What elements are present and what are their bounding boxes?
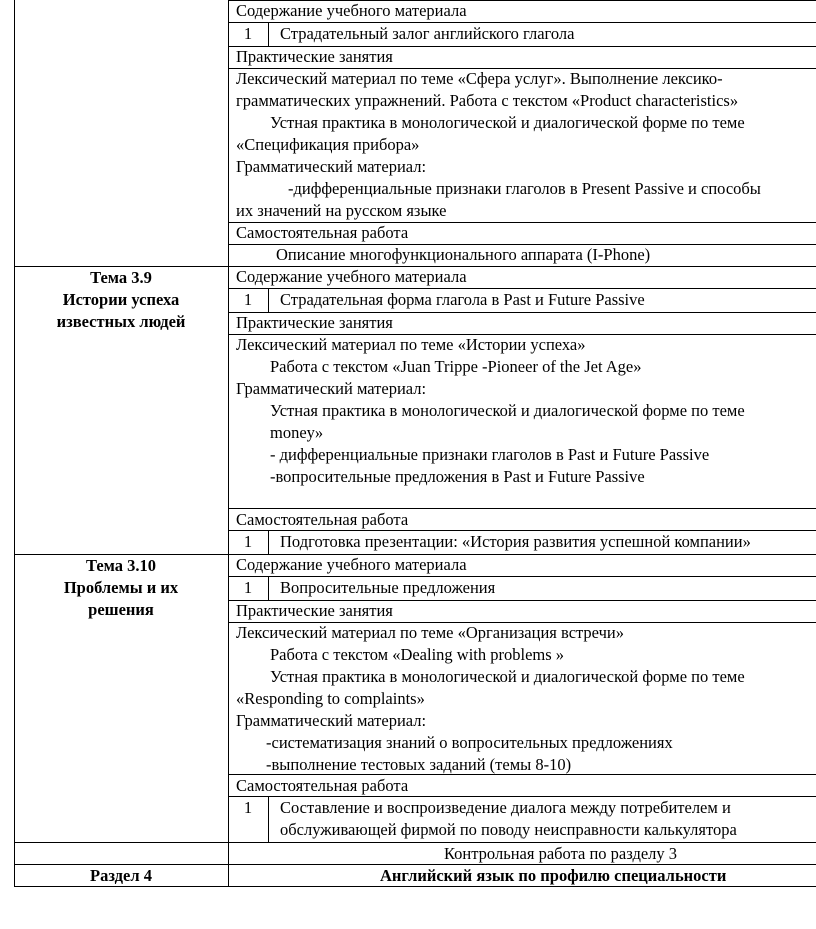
item-text: Составление и воспроизведение диалога между потребителем и: [280, 798, 731, 817]
practice-line: грамматических упражнений. Работа с текстом «Product characteristics»: [236, 91, 739, 110]
practice-line: их значений на русском языке: [236, 201, 447, 220]
num-column-divider: [268, 796, 269, 842]
item-text: Страдательный залог английского глагола: [280, 24, 575, 43]
num-column-divider: [268, 530, 269, 554]
topic-number: Тема 3.10: [85, 556, 157, 575]
item-number: 1: [243, 532, 253, 551]
self-work-line: Описание многофункционального аппарата (I-Phone): [276, 245, 651, 264]
item-text: Вопросительные предложения: [280, 578, 496, 597]
topic-title: известных людей: [56, 312, 186, 331]
practice-line: Грамматический материал:: [236, 157, 427, 176]
row-divider: [14, 842, 816, 843]
num-column-divider: [268, 288, 269, 312]
practice-line: Лексический материал по теме «Сфера услуг». Выполнение лексико-: [236, 69, 723, 88]
topic-title: Истории успеха: [62, 290, 180, 309]
practice-line: Лексический материал по теме «Истории успеха»: [236, 335, 586, 354]
num-column-divider: [268, 576, 269, 600]
practice-line: «Responding to complaints»: [236, 689, 425, 708]
control-work: Контрольная работа по разделу 3: [444, 844, 678, 863]
item-text: Страдательная форма глагола в Past и Future Passive: [280, 290, 645, 309]
item-number: 1: [243, 24, 253, 43]
content-header: Содержание учебного материала: [236, 555, 467, 574]
practice-line: -выполнение тестовых заданий (темы 8-10): [266, 755, 572, 774]
topic-title: решения: [88, 600, 154, 619]
num-column-divider: [268, 22, 269, 46]
topic-title: Проблемы и их: [63, 578, 179, 597]
practice-line: Работа с текстом «Dealing with problems »: [270, 645, 565, 664]
section-title: Английский язык по профилю специальности: [380, 866, 727, 885]
practice-header: Практические занятия: [236, 601, 393, 620]
practice-line: -дифференциальные признаки глаголов в Present Passive и способы: [288, 179, 761, 198]
content-header: Содержание учебного материала: [236, 1, 467, 20]
self-work-header: Самостоятельная работа: [236, 776, 409, 795]
practice-line: Устная практика в монологической и диалогической форме по теме: [270, 113, 745, 132]
self-work-header: Самостоятельная работа: [236, 223, 409, 242]
practice-line: «Спецификация прибора»: [236, 135, 420, 154]
practice-line: Устная практика в монологической и диалогической форме по теме: [270, 667, 745, 686]
practice-header: Практические занятия: [236, 47, 393, 66]
table-column-divider: [228, 0, 229, 887]
section-label: Раздел 4: [90, 866, 152, 885]
item-text: Подготовка презентации: «История развития успешной компании»: [280, 532, 751, 551]
practice-line: -систематизация знаний о вопросительных предложениях: [266, 733, 673, 752]
item-text: обслуживающей фирмой по поводу неисправности калькулятора: [280, 820, 737, 839]
practice-line: - дифференциальные признаки глаголов в Past и Future Passive: [270, 445, 710, 464]
practice-line: Лексический материал по теме «Организация встречи»: [236, 623, 624, 642]
practice-header: Практические занятия: [236, 313, 393, 332]
item-number: 1: [243, 578, 253, 597]
item-number: 1: [243, 798, 253, 817]
item-number: 1: [243, 290, 253, 309]
topic-number: Тема 3.9: [90, 268, 152, 287]
content-header: Содержание учебного материала: [236, 267, 467, 286]
table-border-left: [14, 0, 15, 887]
practice-line: Грамматический материал:: [236, 711, 427, 730]
practice-line: -вопросительные предложения в Past и Future Passive: [270, 467, 645, 486]
practice-line: Работа с текстом «Juan Trippe -Pioneer of the Jet Age»: [270, 357, 642, 376]
practice-line: Устная практика в монологической и диалогической форме по теме: [270, 401, 745, 420]
practice-line: Грамматический материал:: [236, 379, 427, 398]
self-work-header: Самостоятельная работа: [236, 510, 409, 529]
practice-line: money»: [270, 423, 324, 442]
